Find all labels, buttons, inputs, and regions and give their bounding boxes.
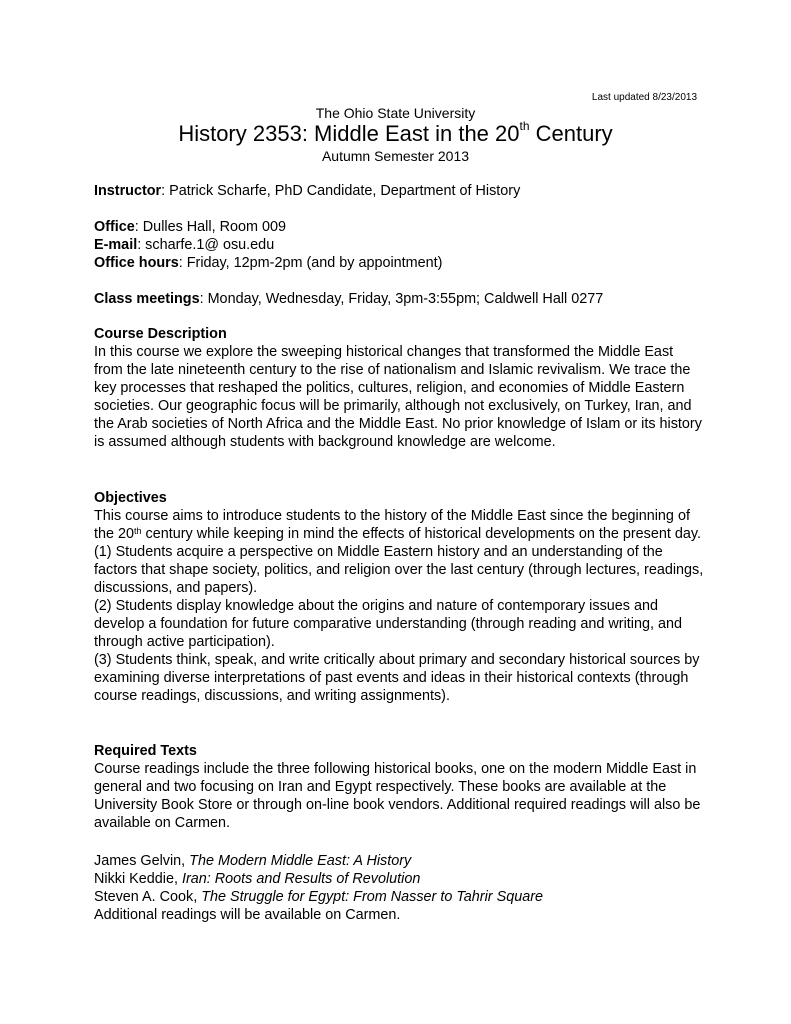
course-title-sup: th: [519, 119, 530, 133]
email-label: E-mail: [94, 237, 138, 253]
instructor-label: Instructor: [94, 183, 162, 199]
university-name: The Ohio State University: [315, 105, 476, 121]
office-label: Office: [94, 219, 135, 235]
objectives-intro-sup: th: [134, 526, 142, 536]
course-title-main: History 2353: Middle East in the 20: [178, 121, 520, 146]
office-hours-line: [94, 254, 704, 272]
book-title: Iran: Roots and Results of Revolution: [181, 871, 421, 887]
book-title: The Struggle for Egypt: From Nasser to Tahrir Square: [201, 889, 543, 905]
book-item: [94, 888, 704, 906]
book-list: [94, 852, 704, 924]
course-description-heading: Course Description: [94, 326, 227, 342]
book-author: Steven A. Cook,: [94, 889, 202, 905]
objective-item: (3) Students think, speak, and write critically about primary and secondary historical sources by examining diverse interpretations of past events and ideas in their historical contexts (through course readings, discussions, and writing assignments).: [94, 652, 700, 704]
instructor-value: : Patrick Scharfe, PhD Candidate, Department of History: [161, 183, 521, 199]
course-description-section: [94, 325, 704, 451]
book-author: James Gelvin,: [94, 853, 190, 869]
required-texts-text: Course readings include the three following historical books, one on the modern Middle East in general and two focusing on Iran and Egypt respectively. These books are available at the University Book Store or through on-line book vendors. Additional required readings will also be available on Carmen.: [94, 761, 701, 831]
book-author: Nikki Keddie,: [94, 871, 182, 887]
book-item: [94, 852, 704, 870]
office-value: : Dulles Hall, Room 009: [134, 219, 286, 235]
instructor-line: [94, 182, 704, 200]
class-meetings-value: : Monday, Wednesday, Friday, 3pm-3:55pm; Caldwell Hall 0277: [199, 291, 604, 307]
objectives-intro-start: This course aims to introduce students to the history of the Middle East since the beginning of the 20: [94, 508, 690, 542]
objectives-intro-end: century while keeping in mind the effects of historical developments on the present day.: [141, 526, 701, 542]
objectives-intro: [94, 507, 704, 543]
course-description-text: In this course we explore the sweeping historical changes that transformed the Middle East from the late nineteenth century to the rise of nationalism and Islamic revivalism. We trace the key processes that reshaped the politics, cultures, religion, and economies of Middle Eastern societies. Our geographic focus will be primarily, although not exclusively, on Turkey, Iran, and the Arab societies of North Africa and the Middle East. No prior knowledge of Islam or its history is assumed although students with background knowledge are welcome.: [94, 344, 702, 450]
office-line: [94, 218, 704, 236]
objectives-section: [94, 489, 704, 705]
class-meetings-line: [94, 290, 704, 308]
course-title-end: Century: [529, 121, 613, 146]
required-texts-section: [94, 742, 704, 832]
required-texts-heading: Required Texts: [94, 743, 197, 759]
email-value: : scharfe.1@ osu.edu: [137, 237, 275, 253]
objective-item: (1) Students acquire a perspective on Middle Eastern history and an understanding of the factors that shape society, politics, and religion over the last century (through lectures, readings, discussions, and papers).: [94, 544, 704, 596]
contact-block: [94, 218, 704, 272]
last-updated: Last updated 8/23/2013: [591, 92, 697, 103]
course-title: [0, 121, 791, 147]
class-meetings-label: Class meetings: [94, 291, 200, 307]
book-item: [94, 870, 704, 888]
objectives-heading: Objectives: [94, 490, 167, 506]
objective-item: (2) Students display knowledge about the origins and nature of contemporary issues and develop a foundation for future comparative understanding (through reading and writing, and through active participation).: [94, 598, 683, 650]
email-line: [94, 236, 704, 254]
semester: Autumn Semester 2013: [321, 148, 470, 164]
book-title: The Modern Middle East: A History: [189, 853, 412, 869]
office-hours-value: : Friday, 12pm-2pm (and by appointment): [178, 255, 443, 271]
additional-readings-note: Additional readings will be available on Carmen.: [94, 907, 401, 923]
office-hours-label: Office hours: [94, 255, 179, 271]
